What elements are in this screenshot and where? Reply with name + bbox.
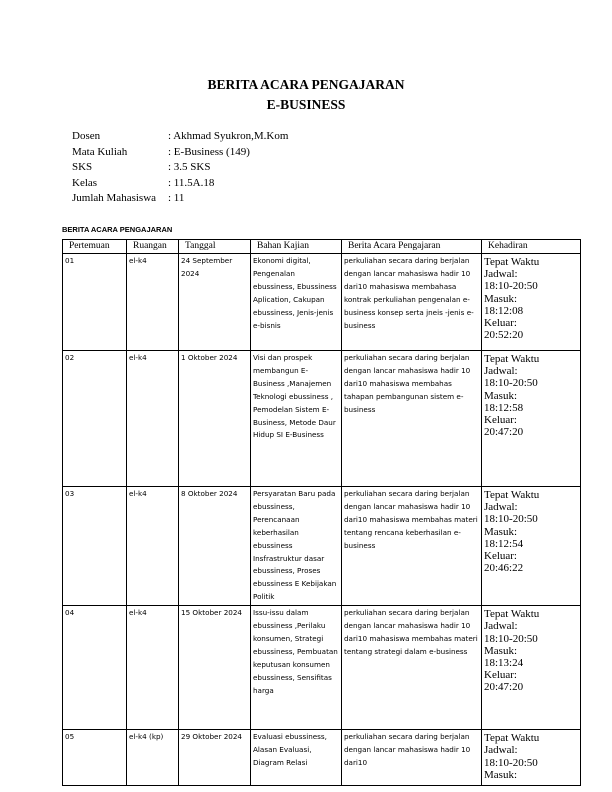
attendance-cell xyxy=(482,254,581,351)
attendance-line: Keluar: xyxy=(484,414,517,427)
info-value: : Akhmad Syukron,M.Kom xyxy=(168,130,289,142)
attendance-line: 18:10-20:50 xyxy=(484,280,538,293)
room-cell: el-k4 (kp) xyxy=(127,730,179,786)
document-title: BERITA ACARA PENGAJARAN xyxy=(207,77,405,92)
attendance-status: Tepat Waktu xyxy=(484,608,540,621)
attendance-cell xyxy=(482,351,581,487)
attendance-line: Jadwal: xyxy=(484,620,518,633)
report-cell: perkuliahan secara daring berjalan dengan lancar mahasiswa hadir 10 dari10 mahasiswa membahas materi tentang rencana keberhasilan e-business xyxy=(342,487,482,606)
header-bahan-kajian: Bahan Kajian xyxy=(251,240,342,254)
material-cell: Visi dan prospek membangun E-Business ,Manajemen Teknologi ebussiness , Pemodelan Sistem E- Business, Metode Daur Hidup SI E-Business xyxy=(251,351,342,487)
report-cell: perkuliahan secara daring berjalan dengan lancar mahasiswa hadir 10 dari10 xyxy=(342,730,482,786)
info-value: : 3.5 SKS xyxy=(168,161,211,173)
date-cell: 8 Oktober 2024 xyxy=(179,487,251,606)
header-berita-acara: Berita Acara Pengajaran xyxy=(342,240,482,254)
attendance-line: Jadwal: xyxy=(484,744,518,757)
attendance-cell xyxy=(482,606,581,730)
attendance-cell xyxy=(482,487,581,606)
attendance-line: Keluar: xyxy=(484,669,517,682)
attendance-line: 18:13:24 xyxy=(484,656,524,669)
report-cell: perkuliahan secara daring berjalan dengan lancar mahasiswa hadir 10 dari10 mahasiswa membahas materi tentang strategi dalam e-business xyxy=(342,606,482,730)
info-label: Mata Kuliah xyxy=(72,145,128,158)
section-title: BERITA ACARA PENGAJARAN xyxy=(62,225,173,234)
attendance-line: Masuk: xyxy=(484,292,517,305)
attendance-line: 18:10-20:50 xyxy=(484,377,538,390)
room-cell: el-k4 xyxy=(127,254,179,351)
attendance-line: 18:12:54 xyxy=(484,537,524,550)
attendance-status: Tepat Waktu xyxy=(484,353,540,365)
attendance-line: 20:52:20 xyxy=(484,329,524,342)
attendance-status: Tepat Waktu xyxy=(484,489,540,501)
attendance-line: 18:12:08 xyxy=(484,304,524,317)
info-row-dosen xyxy=(72,129,288,145)
header-kehadiran: Kehadiran xyxy=(482,240,581,254)
room-cell: el-k4 xyxy=(127,606,179,730)
table-header-row xyxy=(63,240,581,254)
info-label: SKS xyxy=(72,161,93,173)
material-cell: Ekonomi digital, Pengenalan ebussiness, Ebussiness Aplication, Cakupan ebussiness, Jenis-jenis e-bisnis xyxy=(251,254,342,351)
meeting-cell: 05 xyxy=(63,730,127,786)
info-row-kelas xyxy=(72,176,288,192)
info-row-jumlah-mahasiswa xyxy=(72,191,288,207)
table-row xyxy=(63,351,581,487)
attendance-line: 18:10-20:50 xyxy=(484,513,538,526)
info-label: Dosen xyxy=(72,130,101,142)
attendance-line: 18:10-20:50 xyxy=(484,756,538,769)
table-row xyxy=(63,730,581,786)
attendance-line: Jadwal: xyxy=(484,268,518,281)
material-cell: Evaluasi ebussiness, Alasan Evaluasi, Diagram Relasi xyxy=(251,730,342,786)
info-label: Jumlah Mahasiswa xyxy=(72,192,157,204)
attendance-line: 20:47:20 xyxy=(484,681,524,694)
room-cell: el-k4 xyxy=(127,351,179,487)
course-info xyxy=(72,129,288,207)
header-tanggal: Tanggal xyxy=(179,240,251,254)
attendance-status: Tepat Waktu xyxy=(484,256,540,268)
info-value: : 11.5A.18 xyxy=(168,176,215,189)
attendance-line: Masuk: xyxy=(484,389,517,402)
date-cell: 1 Oktober 2024 xyxy=(179,351,251,487)
info-label: Kelas xyxy=(72,176,98,189)
table-row xyxy=(63,606,581,730)
material-cell: Issu-issu dalam ebussiness ,Perilaku konsumen, Strategi ebussiness, Pembuatan keputusan konsumen ebussiness, Sensifitas harga xyxy=(251,606,342,730)
attendance-line: 20:46:22 xyxy=(484,562,524,575)
info-row-sks xyxy=(72,160,288,176)
date-cell: 15 Oktober 2024 xyxy=(179,606,251,730)
attendance-cell xyxy=(482,730,581,786)
info-value: : 11 xyxy=(168,192,185,204)
attendance-line: Keluar: xyxy=(484,550,517,563)
header-pertemuan: Pertemuan xyxy=(63,240,127,254)
attendance-line: 18:12:58 xyxy=(484,401,524,414)
info-row-mata-kuliah xyxy=(72,145,288,161)
info-value: : E-Business (149) xyxy=(168,145,250,158)
report-cell: perkuliahan secara daring berjalan dengan lancar mahasiswa hadir 10 dari10 mahasiswa membahasa kontrak perkuliahan pengenalan e-business konsep serta jneis -jenis e-business xyxy=(342,254,482,351)
teaching-report-table xyxy=(62,239,581,786)
document-subtitle: E-BUSINESS xyxy=(266,97,346,112)
header-ruangan: Ruangan xyxy=(127,240,179,254)
attendance-line: 18:10-20:50 xyxy=(484,632,538,645)
date-cell: 24 September 2024 xyxy=(179,254,251,351)
table-row xyxy=(63,254,581,351)
attendance-line: Masuk: xyxy=(484,644,517,657)
attendance-line: Jadwal: xyxy=(484,501,518,514)
meeting-cell: 01 xyxy=(63,254,127,351)
attendance-line: 20:47:20 xyxy=(484,426,524,439)
room-cell: el-k4 xyxy=(127,487,179,606)
meeting-cell: 02 xyxy=(63,351,127,487)
meeting-cell: 04 xyxy=(63,606,127,730)
meeting-cell: 03 xyxy=(63,487,127,606)
report-cell: perkuliahan secara daring berjalan dengan lancar mahasiswa hadir 10 dari10 mahasiswa membahas tahapan pembangunan sistem e-business xyxy=(342,351,482,487)
attendance-line: Masuk: xyxy=(484,525,517,538)
table-row xyxy=(63,487,581,606)
date-cell: 29 Oktober 2024 xyxy=(179,730,251,786)
attendance-line: Keluar: xyxy=(484,317,517,330)
attendance-line: Masuk: xyxy=(484,768,517,781)
attendance-line: Jadwal: xyxy=(484,365,518,378)
attendance-status: Tepat Waktu xyxy=(484,732,540,745)
material-cell: Persyaratan Baru pada ebussiness, Perencanaan keberhasilan ebussiness Insfrastruktur dasar ebussiness, Proses ebussiness E Kebijakan Politik xyxy=(251,487,342,606)
